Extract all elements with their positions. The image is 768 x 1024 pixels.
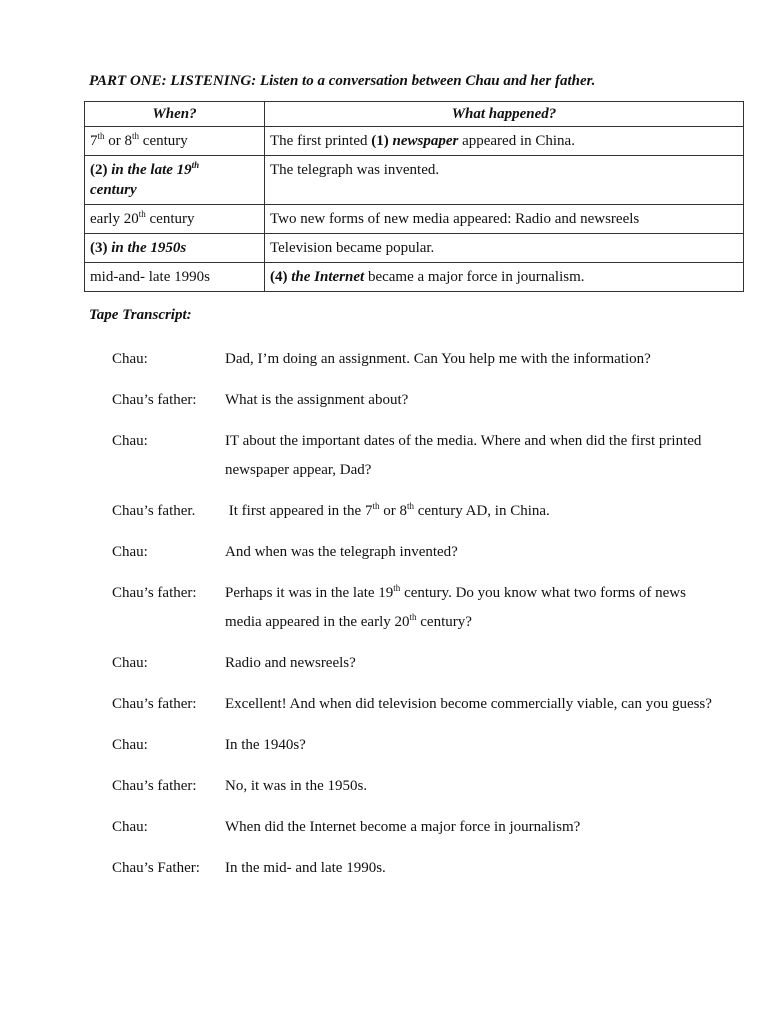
dialogue-line: [112, 649, 712, 678]
dialogue-text: What is the assignment about?: [225, 392, 409, 408]
header-what-happened: What happened?: [265, 102, 744, 127]
dialogue-text: And when was the telegraph invented?: [225, 544, 458, 560]
blank-number: (3): [90, 240, 108, 256]
dialogue-text: No, it was in the 1950s.: [225, 778, 368, 794]
blank-number: (1): [371, 133, 389, 149]
table-row: [85, 127, 744, 156]
when-cell: mid-and- late 1990s: [85, 263, 265, 292]
dialogue-line: [112, 690, 712, 719]
dialogue-line: [112, 731, 712, 760]
what-cell: The telegraph was invented.: [265, 156, 744, 205]
dialogue-text: In the mid- and late 1990s.: [225, 860, 386, 876]
dialogue-line: [112, 772, 712, 801]
blank-number: (2): [90, 162, 108, 178]
speaker-label: Chau’s father:: [112, 778, 197, 794]
speaker-label: Chau:: [112, 737, 148, 753]
what-cell: The first printed (1) newspaper appeared in China.: [265, 127, 744, 156]
answer-text: newspaper: [392, 133, 459, 149]
table-row: [85, 234, 744, 263]
speaker-label: Chau’s Father:: [112, 860, 200, 876]
table-header-row: [85, 102, 744, 127]
dialogue-line: [112, 538, 712, 567]
what-cell: (4) the Internet became a major force in journalism.: [265, 263, 744, 292]
dialogue-text: When did the Internet become a major force in journalism?: [225, 819, 581, 835]
blank-number: (4): [270, 269, 288, 285]
media-timeline-table: [84, 101, 744, 292]
part-one-heading: PART ONE: LISTENING: Listen to a conversation between Chau and her father.: [89, 73, 596, 89]
when-cell: early 20th century: [85, 205, 265, 234]
speaker-label: Chau’s father:: [112, 696, 197, 712]
speaker-label: Chau:: [112, 819, 148, 835]
when-cell: (2) in the late 19th century: [85, 156, 265, 205]
dialogue-text: Dad, I’m doing an assignment. Can You help me with the information?: [225, 351, 651, 367]
transcript: [112, 345, 712, 895]
dialogue-line: [112, 386, 712, 415]
answer-text: in the 1950s: [111, 240, 187, 256]
dialogue-line: [112, 813, 712, 842]
speaker-label: Chau’s father:: [112, 585, 197, 601]
dialogue-text: It first appeared in the 7th or 8th century AD, in China.: [228, 501, 550, 519]
answer-text: century: [90, 182, 137, 198]
when-cell: [85, 234, 265, 263]
what-cell: Two new forms of new media appeared: Radio and newsreels: [265, 205, 744, 234]
speaker-label: Chau:: [112, 433, 148, 449]
speaker-label: Chau’s father.: [112, 503, 196, 519]
table-row: [85, 205, 744, 234]
tape-transcript-title: Tape Transcript:: [89, 307, 192, 323]
dialogue-line: [112, 579, 712, 637]
table-row: [85, 263, 744, 292]
speaker-label: Chau:: [112, 351, 148, 367]
answer-text: in the late 19: [111, 162, 192, 178]
header-when: When?: [85, 102, 265, 127]
what-cell: Television became popular.: [265, 234, 744, 263]
table-row: [85, 156, 744, 205]
dialogue-line: [112, 427, 712, 485]
dialogue-line: [112, 345, 712, 374]
dialogue-text: In the 1940s?: [225, 737, 306, 753]
speaker-label: Chau:: [112, 544, 148, 560]
dialogue-line: [112, 854, 712, 883]
dialogue-text: Excellent! And when did television become commercially viable, can you guess?: [225, 696, 712, 712]
when-cell: 7th or 8th century: [85, 127, 265, 156]
dialogue-text: Perhaps it was in the late 19th century. Do you know what two forms of news media appeared in the early 20th century?: [225, 583, 686, 630]
answer-text: the Internet: [291, 269, 365, 285]
speaker-label: Chau’s father:: [112, 392, 197, 408]
dialogue-line: [112, 497, 712, 526]
dialogue-text: Radio and newsreels?: [225, 655, 356, 671]
dialogue-text: IT about the important dates of the media. Where and when did the first printed newspaper appear, Dad?: [225, 433, 702, 478]
speaker-label: Chau:: [112, 655, 148, 671]
